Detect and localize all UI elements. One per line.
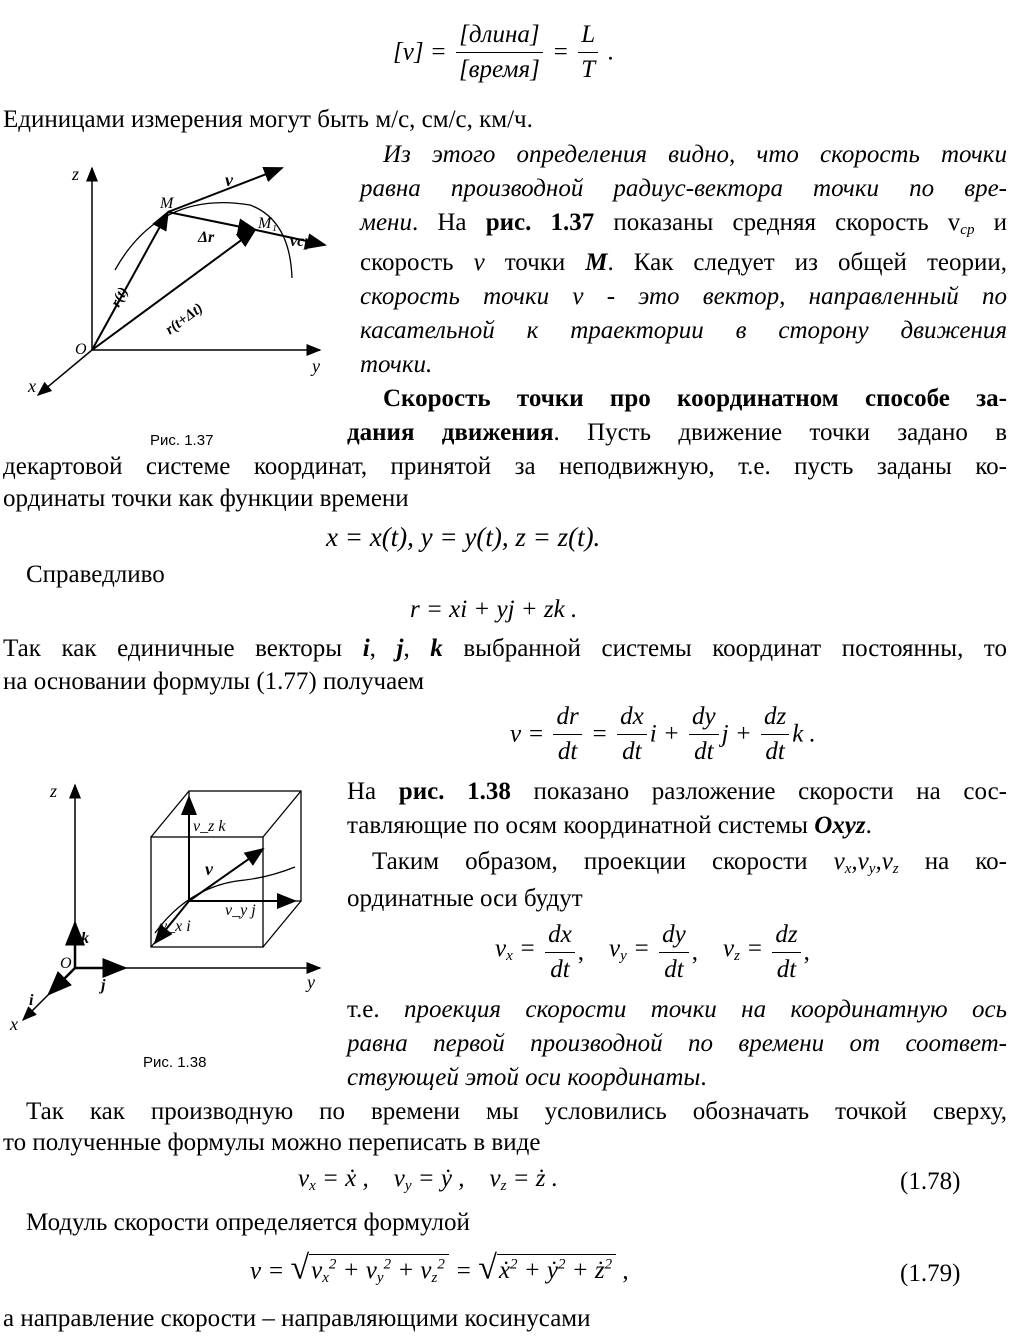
label-vzk: v_z k	[193, 818, 226, 835]
formula-dot: $v_x$ = ẋ , $v_y$ = ẏ , $v_z$ = ż .	[298, 1165, 559, 1194]
formula-r: r = xi + yj + zk .	[410, 596, 578, 623]
equation-number-1-79: (1.79)	[900, 1260, 961, 1287]
label-z: z	[72, 164, 80, 184]
label-j: j	[101, 977, 106, 994]
formula-velocity-dimension: [v] = $\frac{\text{[длина]}}{\text{[время]}}$ = $\frac{L}{T}$ .	[393, 18, 614, 87]
figure-1-37	[20, 150, 340, 420]
label-dr: Δr	[198, 229, 215, 246]
formula-modulus: $v = √v_x^2 + v_y^2 + v_z^2$ = √ẋ$^2$ + ẏ$^2$ + $ż^2$ ,	[250, 1249, 629, 1287]
paragraph-spravedlivo: Справедливо	[26, 561, 165, 588]
paragraph-direction: а направление скорости – направляющими косинусами	[3, 1305, 591, 1332]
label-O: O	[60, 955, 72, 972]
label-x: x	[28, 376, 36, 396]
figure-1-38	[5, 775, 340, 1040]
label-v: v	[225, 170, 233, 190]
figure-1-38-caption: Рис. 1.38	[143, 1054, 207, 1071]
label-y: y	[307, 972, 315, 992]
label-rtdt: r(t+Δt)	[162, 300, 207, 339]
label-k: k	[81, 930, 89, 947]
label-z: z	[50, 781, 58, 801]
label-y: y	[312, 356, 320, 376]
label-M: M	[160, 195, 174, 212]
equation-number-1-78: (1.78)	[900, 1168, 961, 1195]
label-vyj: v_y j	[225, 902, 256, 919]
label-vcp: vср	[290, 233, 313, 250]
label-O: O	[75, 341, 87, 358]
label-x: x	[10, 1014, 18, 1034]
label-vxi: v_x i	[160, 918, 191, 935]
formula-v-derivative: v = $\frac{dr}{dt}$ = $\frac{dx}{dt}$ i + $\frac{dy}{dt}$ j + $\frac{dz}{dt}$ k .	[510, 700, 816, 769]
units-paragraph: Единицами измерения могут быть м/с, см/с, км/ч.	[3, 106, 533, 133]
label-rt: r(t)	[108, 284, 132, 310]
formula-xyz: x = x(t), y = y(t), z = z(t).	[326, 522, 601, 552]
figure-1-37-caption: Рис. 1.37	[150, 432, 214, 449]
label-v: v	[205, 859, 213, 879]
label-i: i	[29, 992, 34, 1009]
formula-projections: $v_x$ = $\frac{dx}{dt}$ , $v_y$ = $\frac{dy}{dt}$ , $v_z$ = $\frac{dz}{dt}$ ,	[495, 918, 810, 987]
paragraph-modulus: Модуль скорости определяется формулой	[26, 1209, 470, 1236]
label-M1: M₁	[258, 215, 277, 232]
